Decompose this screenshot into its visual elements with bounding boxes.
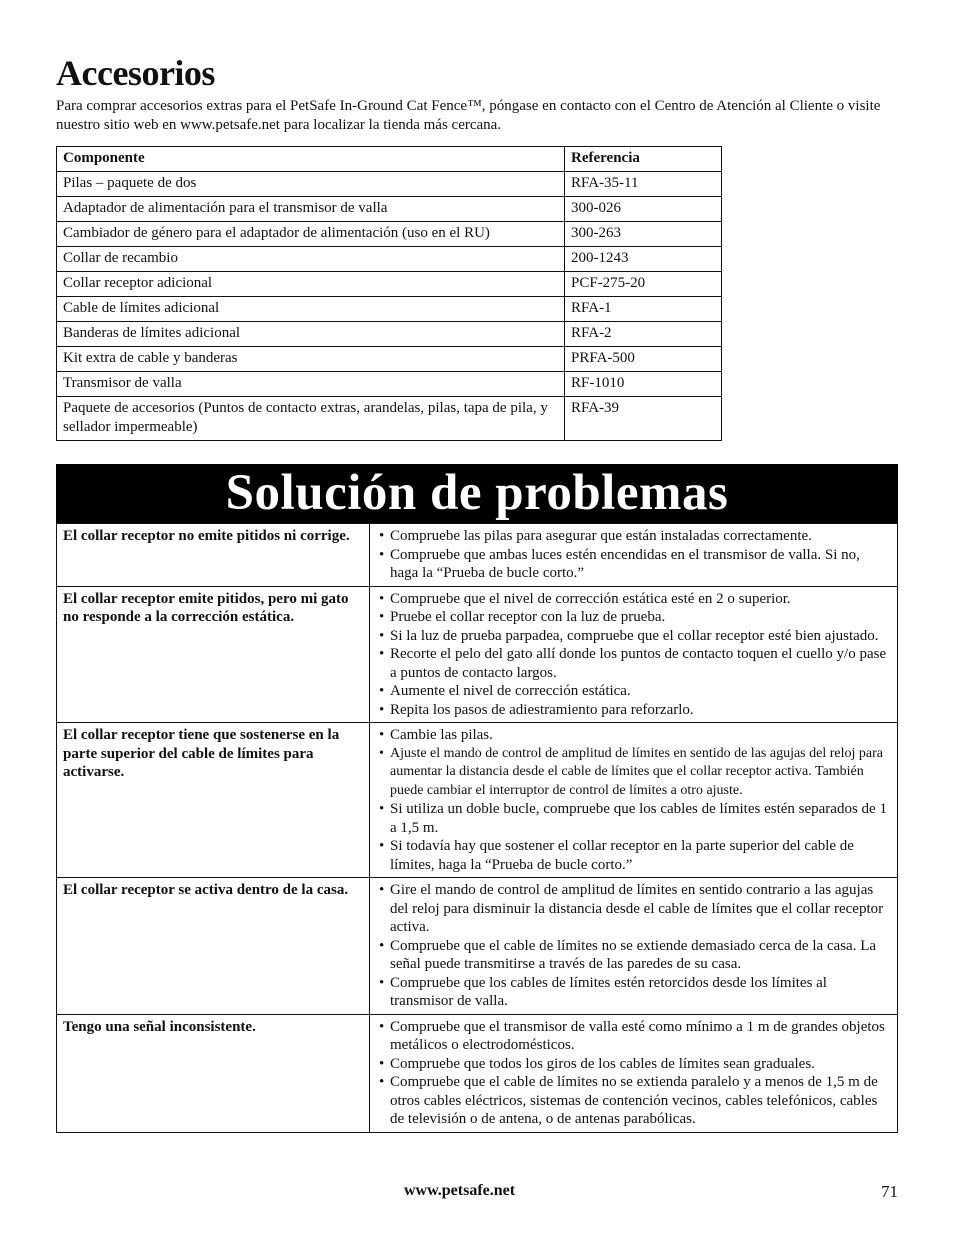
solution-item: • Gire el mando de control de amplitud de límites en sentido contrario a las agujas del reloj para disminuir la distancia desde el cable de límites que el collar receptor activa. (376, 881, 891, 937)
column-header: Componente (57, 147, 565, 172)
table-row (57, 197, 722, 222)
solution-item: • Recorte el pelo del gato allí donde los puntos de contacto toquen el cuello y/o pase a puntos de contacto largos. (376, 645, 891, 682)
component-cell: Cable de límites adicional (57, 297, 565, 322)
table-row (57, 272, 722, 297)
solution-item: • Compruebe que el cable de límites no se extiende demasiado cerca de la casa. La señal puede transmitirse a través de las paredes de su casa. (376, 937, 891, 974)
table-row (57, 322, 722, 347)
solution-item: • Compruebe que los cables de límites estén retorcidos desde los límites al transmisor de valla. (376, 974, 891, 1011)
component-cell: Adaptador de alimentación para el transmisor de valla (57, 197, 565, 222)
solutions-cell (370, 723, 898, 878)
solution-item: • Ajuste el mando de control de amplitud de límites en sentido de las agujas del reloj para aumentar la distancia desde el cable de límites que el collar receptor activa. También puede cambiar el interruptor de control de límites a otro ajuste. (376, 745, 891, 801)
reference-cell: RFA-1 (565, 297, 722, 322)
table-row (57, 347, 722, 372)
solutions-cell (370, 586, 898, 723)
table-row (57, 297, 722, 322)
table-row (57, 247, 722, 272)
accesorios-title: Accesorios (56, 53, 215, 93)
component-cell: Kit extra de cable y banderas (57, 347, 565, 372)
solutions-cell (370, 1014, 898, 1132)
table-header-row (57, 147, 722, 172)
solutions-list (376, 590, 891, 720)
accessories-table-body (57, 172, 722, 441)
problem-cell: El collar receptor tiene que sostenerse en la parte superior del cable de límites para activarse. (57, 723, 370, 878)
solution-item: • Aumente el nivel de corrección estática. (376, 682, 891, 701)
reference-cell: 300-263 (565, 222, 722, 247)
troubleshooting-table-body (57, 524, 898, 1133)
table-row (57, 172, 722, 197)
reference-cell: PRFA-500 (565, 347, 722, 372)
reference-cell: RFA-35-11 (565, 172, 722, 197)
troubleshooting-row (57, 1014, 898, 1132)
problem-cell: Tengo una señal inconsistente. (57, 1014, 370, 1132)
solution-item: • Compruebe que el cable de límites no se extienda paralelo y a menos de 1,5 m de otros cables eléctricos, sistemas de contención vecinos, cables telefónicos, cables de televisión o de antena, o de antenas parabólicas. (376, 1073, 891, 1129)
reference-cell: PCF-275-20 (565, 272, 722, 297)
table-row (57, 372, 722, 397)
page-number: 71 (881, 1182, 898, 1201)
problem-cell: El collar receptor no emite pitidos ni corrige. (57, 524, 370, 587)
troubleshooting-row (57, 878, 898, 1015)
problem-cell: El collar receptor emite pitidos, pero mi gato no responde a la corrección estática. (57, 586, 370, 723)
component-cell: Banderas de límites adicional (57, 322, 565, 347)
solution-item: • Compruebe que el transmisor de valla esté como mínimo a 1 m de grandes objetos metálicos o electrodomésticos. (376, 1018, 891, 1055)
section-banner (56, 464, 898, 523)
component-cell: Collar receptor adicional (57, 272, 565, 297)
solutions-list (376, 881, 891, 1011)
component-cell: Paquete de accesorios (Puntos de contacto extras, arandelas, pilas, tapa de pila, y sellador impermeable) (57, 397, 565, 441)
solucion-title: Solución de problemas (225, 465, 729, 521)
solutions-cell (370, 524, 898, 587)
solutions-cell (370, 878, 898, 1015)
solution-item: • Compruebe que el nivel de corrección estática esté en 2 o superior. (376, 590, 891, 609)
reference-cell: 300-026 (565, 197, 722, 222)
component-cell: Collar de recambio (57, 247, 565, 272)
solutions-list (376, 726, 891, 874)
reference-cell: 200-1243 (565, 247, 722, 272)
reference-cell: RFA-39 (565, 397, 722, 441)
reference-cell: RFA-2 (565, 322, 722, 347)
accessories-table (56, 146, 722, 441)
troubleshooting-row (57, 586, 898, 723)
solution-item: • Compruebe las pilas para asegurar que están instaladas correctamente. (376, 527, 891, 546)
troubleshooting-row (57, 723, 898, 878)
accesorios-intro: Para comprar accesorios extras para el PetSafe In-Ground Cat Fence™, póngase en contacto con el Centro de Atención al Cliente o visite nuestro sitio web en www.petsafe.net para localizar la tienda más cercana. (56, 98, 881, 133)
troubleshooting-table (56, 523, 898, 1133)
solution-item: • Si utiliza un doble bucle, compruebe que los cables de límites estén separados de 1 a 1,5 m. (376, 800, 891, 837)
table-row (57, 222, 722, 247)
table-row (57, 397, 722, 441)
solution-item: • Compruebe que ambas luces estén encendidas en el transmisor de valla. Si no, haga la “Prueba de bucle corto.” (376, 546, 891, 583)
solution-item: • Repita los pasos de adiestramiento para reforzarlo. (376, 701, 891, 720)
solutions-list (376, 527, 891, 583)
problem-cell: El collar receptor se activa dentro de la casa. (57, 878, 370, 1015)
solution-item: • Pruebe el collar receptor con la luz de prueba. (376, 608, 891, 627)
troubleshooting-row (57, 524, 898, 587)
component-cell: Transmisor de valla (57, 372, 565, 397)
column-header: Referencia (565, 147, 722, 172)
solution-item: • Si la luz de prueba parpadea, compruebe que el collar receptor esté bien ajustado. (376, 627, 891, 646)
solutions-list (376, 1018, 891, 1129)
solution-item: • Cambie las pilas. (376, 726, 891, 745)
solution-item: • Compruebe que todos los giros de los cables de límites sean graduales. (376, 1055, 891, 1074)
component-cell: Cambiador de género para el adaptador de alimentación (uso en el RU) (57, 222, 565, 247)
reference-cell: RF-1010 (565, 372, 722, 397)
solution-item: • Si todavía hay que sostener el collar receptor en la parte superior del cable de límites, haga la “Prueba de bucle corto.” (376, 837, 891, 874)
footer-url: www.petsafe.net (404, 1182, 516, 1199)
component-cell: Pilas – paquete de dos (57, 172, 565, 197)
